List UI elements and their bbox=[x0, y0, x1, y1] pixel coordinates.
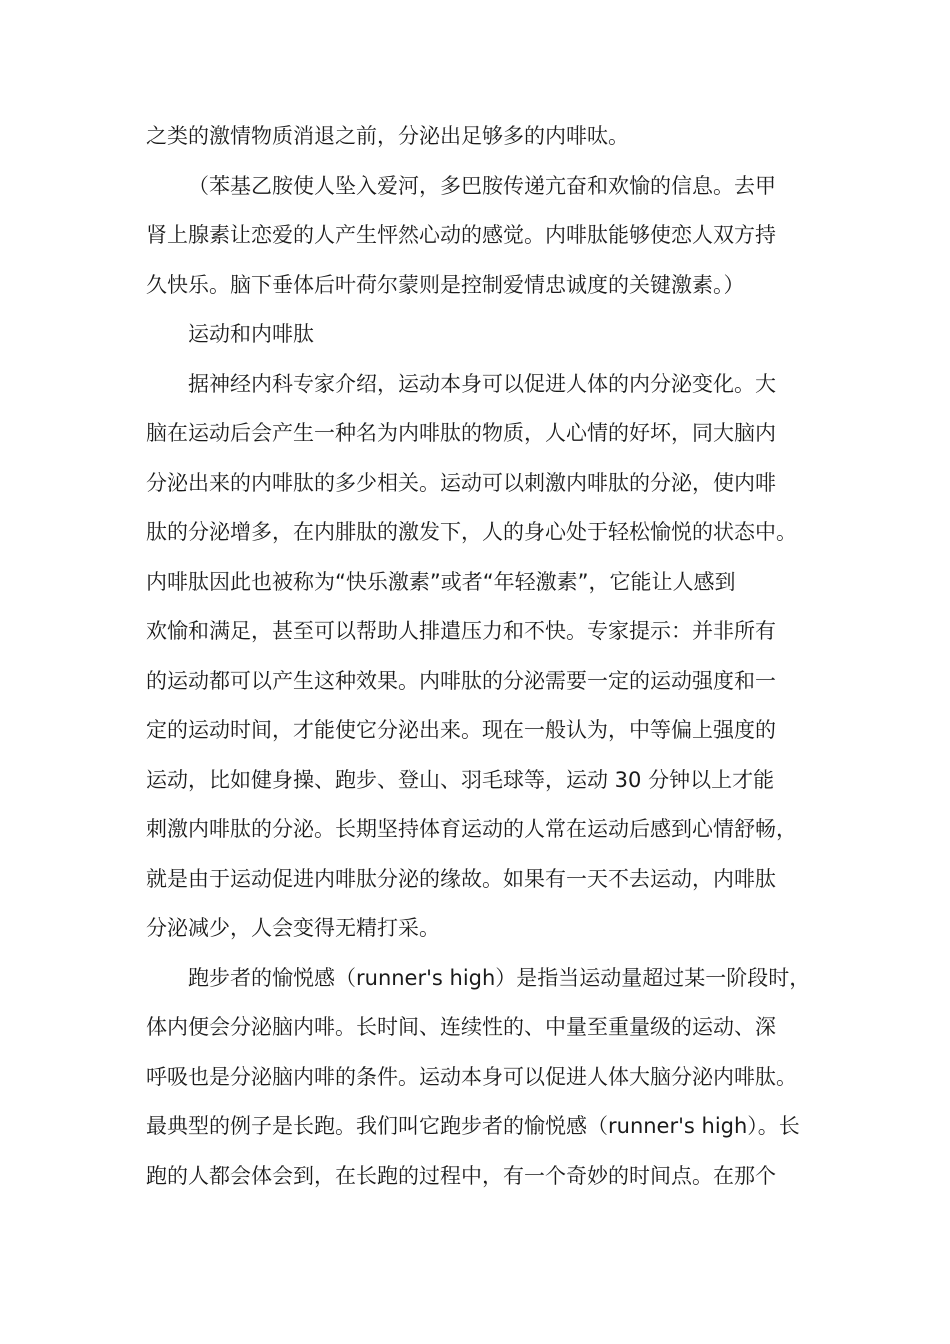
text-line: 分泌出来的内啡肽的多少相关。运动可以刺激内啡肽的分泌，使内啡 bbox=[146, 470, 776, 495]
text-line: 运动，比如健身操、跑步、登山、羽毛球等，运动 30 分钟以上才能 bbox=[146, 767, 775, 792]
paragraph-exercise-endorphin bbox=[146, 360, 808, 954]
text-line: 就是由于运动促进内啡肽分泌的缘故。如果有一天不去运动，内啡肽 bbox=[146, 866, 776, 891]
text-line: 之类的激情物质消退之前，分泌出足够多的内啡呔。 bbox=[146, 124, 629, 148]
text-line: 体内便会分泌脑内啡。长时间、连续性的、中量至重量级的运动、深 bbox=[146, 1015, 776, 1039]
paragraph-hormones-note bbox=[146, 162, 808, 311]
section-heading bbox=[146, 310, 808, 360]
text-line: 最典型的例子是长跑。我们叫它跑步者的愉悦感（runner's high）。长 bbox=[146, 1114, 800, 1138]
text-line: 内啡肽因此也被称为“快乐激素”或者“年轻激素”，它能让人感到 bbox=[146, 569, 736, 594]
text-line: 肾上腺素让恋爱的人产生怦然心动的感觉。内啡肽能够使恋人双方持 bbox=[146, 223, 776, 247]
text-line: 定的运动时间，才能使它分泌出来。现在一般认为，中等偏上强度的 bbox=[146, 718, 776, 742]
text-line: 分泌减少，人会变得无精打采。 bbox=[146, 916, 440, 940]
text-line: 据神经内科专家介绍，运动本身可以促进人体的内分泌变化。大 bbox=[188, 371, 776, 396]
text-line: 刺激内啡肽的分泌。长期坚持体育运动的人常在运动后感到心情舒畅， bbox=[146, 817, 797, 841]
paragraph-runners-high bbox=[146, 954, 811, 1202]
text-line: （苯基乙胺使人坠入爱河，多巴胺传递亢奋和欢愉的信息。去甲 bbox=[188, 173, 776, 198]
text-line: 久快乐。脑下垂体后叶荷尔蒙则是控制爱情忠诚度的关键激素。） bbox=[146, 272, 745, 297]
text-line: 跑的人都会体会到，在长跑的过程中，有一个奇妙的时间点。在那个 bbox=[146, 1163, 776, 1188]
text-line: 跑步者的愉悦感（runner's high）是指当运动量超过某一阶段时， bbox=[188, 965, 811, 990]
text-line: 脑在运动后会产生一种名为内啡肽的物质，人心情的好坏，同大脑内 bbox=[146, 421, 776, 445]
text-line: 的运动都可以产生这种效果。内啡肽的分泌需要一定的运动强度和一 bbox=[146, 668, 776, 693]
paragraph-continuation bbox=[146, 112, 808, 162]
text-line: 呼吸也是分泌脑内啡的条件。运动本身可以促进人体大脑分泌内啡肽。 bbox=[146, 1064, 797, 1089]
section-heading-text: 运动和内啡肽 bbox=[188, 322, 314, 346]
document-page bbox=[146, 112, 811, 1201]
text-line: 肽的分泌增多，在内腓肽的激发下，人的身心处于轻松愉悦的状态中。 bbox=[146, 520, 797, 544]
text-line: 欢愉和满足，甚至可以帮助人排遣压力和不快。专家提示：并非所有 bbox=[146, 619, 776, 643]
